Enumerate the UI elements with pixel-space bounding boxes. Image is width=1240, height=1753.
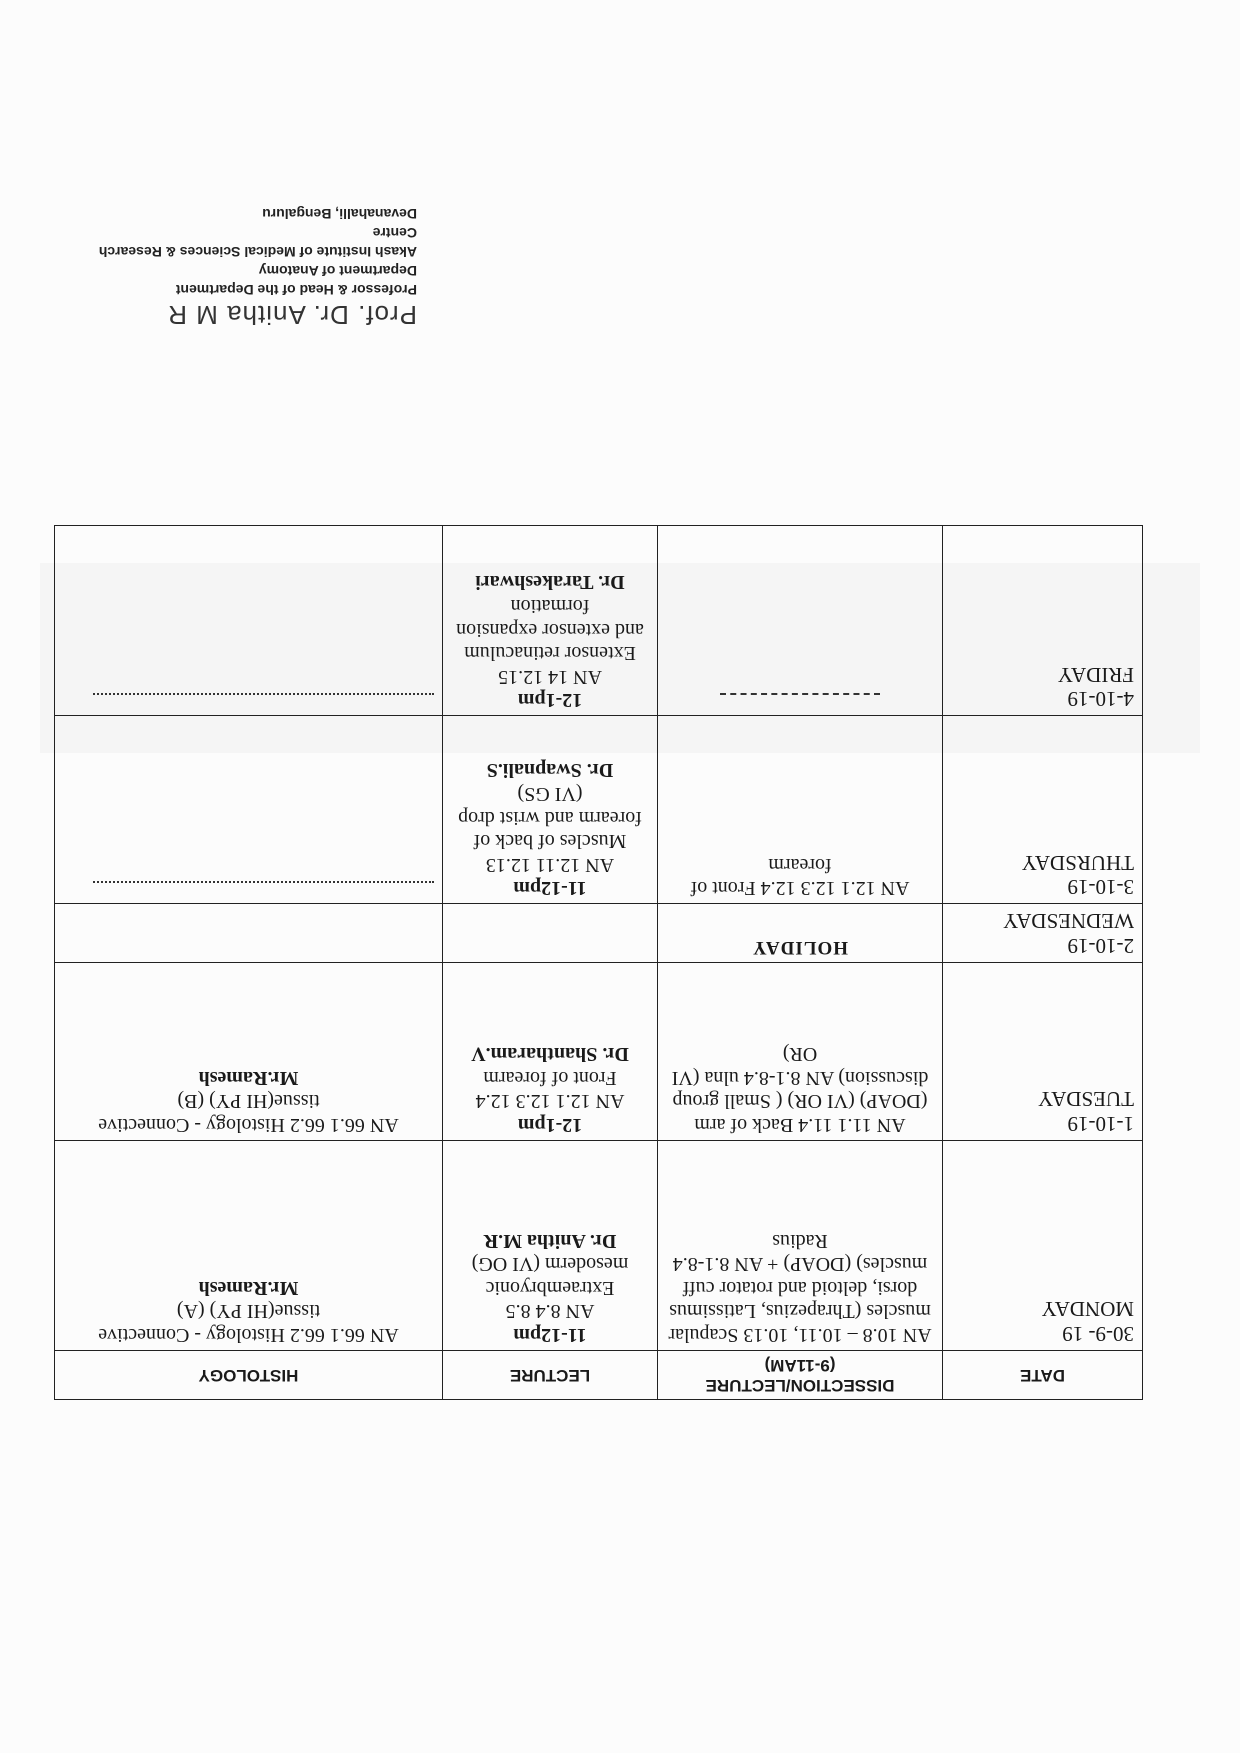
- table-row-thursday: [55, 716, 1143, 904]
- header-row: [55, 1350, 1143, 1399]
- date-cell: 1-10-19 TUESDAY: [943, 962, 1143, 1140]
- dissection-cell: AN 10.8 – 10.11, 10.13 Scapular muscles (Thrapezius, Latissimus dorsi, deltoid and rotator cuff muscles) (DOAP) + AN 8.1-8.4 Radius: [658, 1140, 943, 1350]
- signatory-title: Professor & Head of the Department: [175, 282, 417, 298]
- header-date: DATE: [943, 1350, 1143, 1399]
- lecture-cell: 11-12pm AN 12.11 12.13 Muscles of back of forearm and wrist drop (VI GS) Dr. Swapnali.S: [443, 716, 658, 904]
- dissection-cell: AN 12.1 12.3 12.4 Front of forearm: [658, 716, 943, 904]
- histology-cell: [55, 526, 443, 716]
- dissection-cell: [658, 526, 943, 716]
- signatory-location: Devanahalli, Bengaluru: [262, 206, 417, 223]
- signatory-department: Department of Anatomy: [258, 263, 417, 280]
- lecture-cell: 12-1pm AN 12.1 12.3 12.4 Front of forearm Dr. Shantharam.V: [443, 962, 658, 1140]
- histology-cell: AN 66.1 66.2 Histology - Connective tissue(HI PY) (A) Mr.Ramesh: [55, 1140, 443, 1350]
- lecture-cell: 11-12pm AN 8.4 8.5 Extraembryonic mesoderm (VI OG) Dr. Anitha M.R: [443, 1140, 658, 1350]
- table-row-monday: [55, 1140, 1143, 1350]
- histology-cell: AN 66.1 66.2 Histology - Connective tissue(HI PY) (B) Mr.Ramesh: [55, 962, 443, 1140]
- empty-dotted-line: [93, 881, 434, 885]
- table-row-tuesday: [55, 962, 1143, 1140]
- lecture-cell: 12-1pm AN 14 12.15 Extensor retinaculum and extensor expansion formation Dr. Tarakeshwari: [443, 526, 658, 716]
- table-row-friday: [55, 526, 1143, 716]
- date-cell: 4-10-19 FRIDAY: [943, 526, 1143, 716]
- histology-cell: [55, 904, 443, 963]
- histology-cell: [55, 716, 443, 904]
- empty-dashed-line: [720, 693, 881, 697]
- header-lecture: LECTURE: [443, 1350, 658, 1399]
- holiday-cell: HOLIDAY: [658, 904, 943, 963]
- date-cell: 2-10-19 WEDNESDAY: [943, 904, 1143, 963]
- dissection-cell: AN 11.1 11.4 Back of arm (DOAP) (VI OR) ( Small group discussion) AN 8.1-8.4 ulna (VI OR): [658, 962, 943, 1140]
- signatory-name: Prof. Dr. Anitha M R: [167, 300, 417, 330]
- signatory-institute: Akash Institute of Medical Sciences & Research Centre: [98, 225, 417, 261]
- empty-dotted-line: [93, 693, 434, 697]
- date-cell: 3-10-19 THURSDAY: [943, 716, 1143, 904]
- header-dissection: DISSECTION/LECTURE (9-11AM): [658, 1350, 943, 1399]
- header-histology: HISTOLOGY: [55, 1350, 443, 1399]
- timetable: [54, 525, 1143, 1400]
- signature-block: [62, 205, 417, 330]
- table-row-wednesday: [55, 904, 1143, 963]
- lecture-cell: [443, 904, 658, 963]
- date-cell: 30-9- 19 MONDAY: [943, 1140, 1143, 1350]
